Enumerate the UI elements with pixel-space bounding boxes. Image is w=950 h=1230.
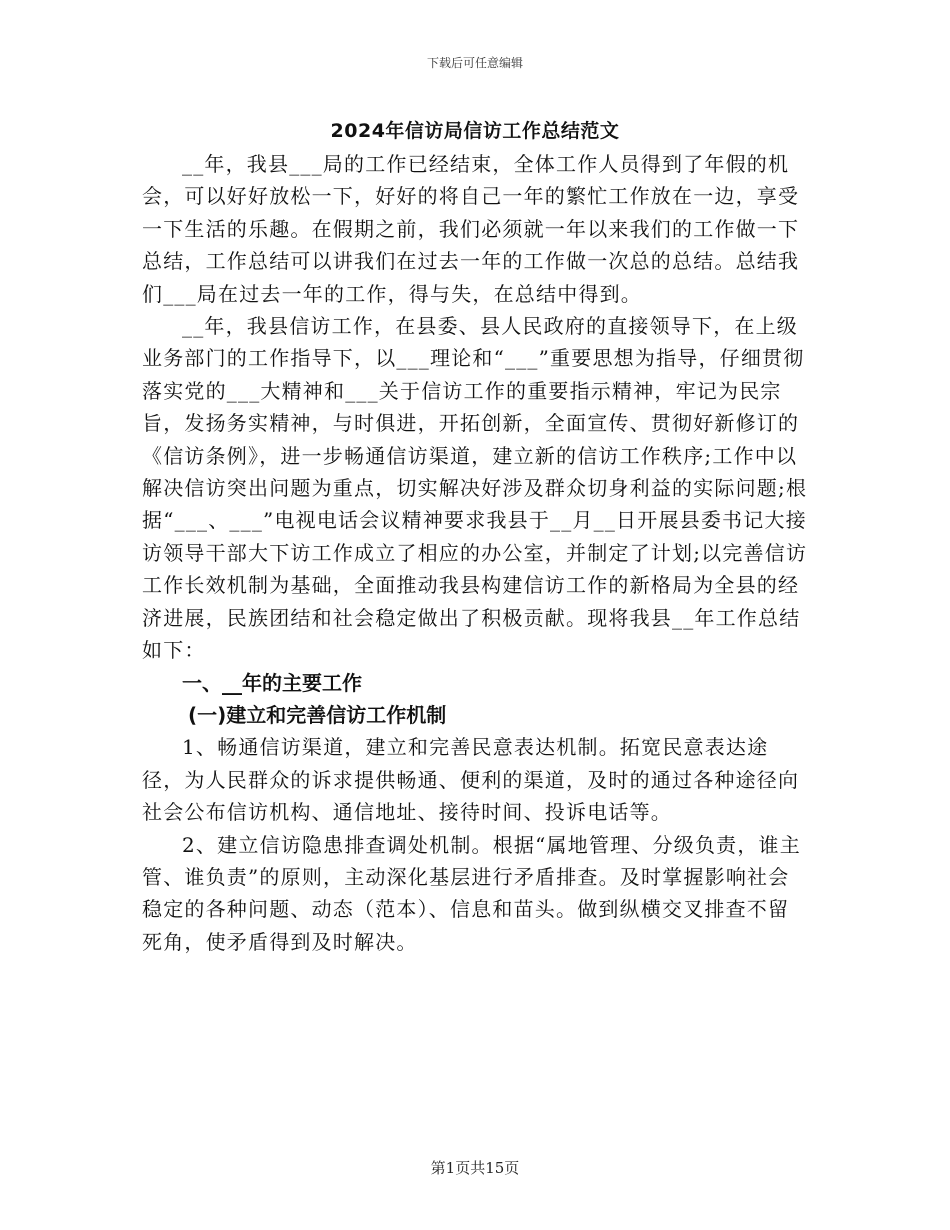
paragraph-item-2: 2、建立信访隐患排查调处机制。根据“属地管理、分级负责，谁主管、谁负责”的原则，主动深化基层进行矛盾排查。及时掌握影响社会稳定的各种问题、动态（范本）、信息和苗头。做到纵横交叉排查不留死角，使矛盾得到及时解决。 (142, 832, 801, 954)
page-title: 2024年信访局信访工作总结范文 (330, 120, 620, 142)
paragraph-overview: __年，我县信访工作，在县委、县人民政府的直接领导下，在上级业务部门的工作指导下，以___理论和“___”重要思想为指导，仔细贯彻落实党的___大精神和___关于信访工作的重要指示精神，牢记为民宗旨，发扬务实精神，与时俱进，开拓创新，全面宣传、贯彻好新修订的《信访条例》，进一步畅通信访渠道，建立新的信访工作秩序;工作中以解决信访突出问题为重点，切实解决好涉及群众切身利益的实际问题;根据“___、___”电视电话会议精神要求我县于__月__日开展县委书记大接访领导干部大下访工作成立了相应的办公室，并制定了计划;以完善信访工作长效机制为基础，全面推动我县构建信访工作的新格局为全县的经济进展，民族团结和社会稳定做出了积极贡献。现将我县__年工作总结如下： (142, 314, 808, 663)
paragraph-item-1: 1、畅通信访渠道，建立和完善民意表达机制。拓宽民意表达途径，为人民群众的诉求提供畅通、便利的渠道，及时的通过各种途径向社会公布信访机构、通信地址、接待时间、投诉电话等。 (142, 735, 800, 825)
header-note: 下载后可任意编辑 (426, 56, 523, 70)
document-body (142, 148, 810, 958)
paragraph-intro: __年，我县___局的工作已经结束，全体工作人员得到了年假的机会，可以好好放松一下，好好的将自己一年的繁忙工作放在一边，享受一下生活的乐趣。在假期之前，我们必须就一年以来我们的工作做一下总结，工作总结可以讲我们在过去一年的工作做一次总的总结。总结我们___局在过去一年的工作，得与失，在总结中得到。 (142, 152, 800, 306)
section-heading: 一、__年的主要工作 (182, 670, 362, 695)
subsection-heading: (一)建立和完善信访工作机制 (188, 702, 447, 727)
page-number: 第1页共15页 (430, 1159, 520, 1177)
